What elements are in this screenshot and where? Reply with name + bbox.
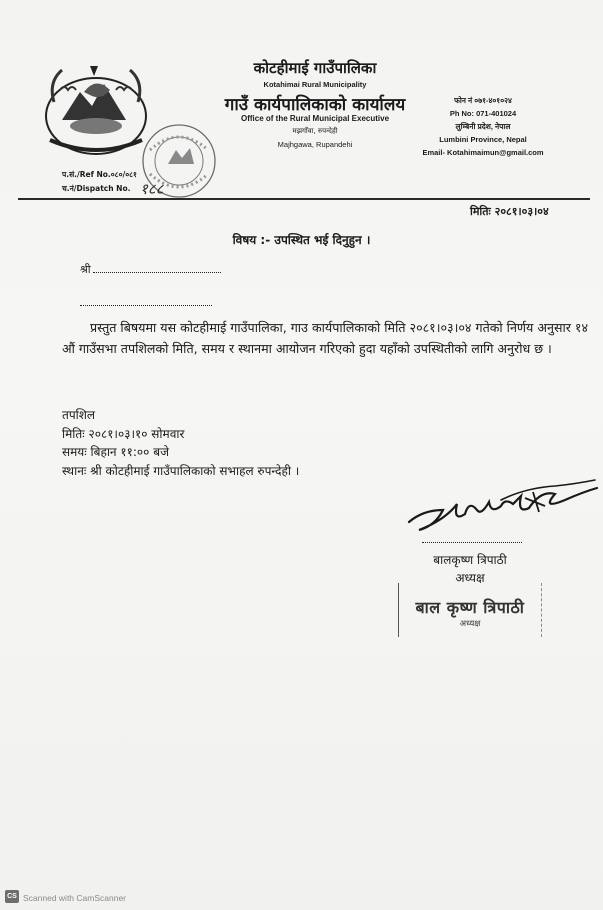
province-np: लुम्बिनी प्रदेश, नेपाल [455, 122, 511, 131]
addressee-blank-line-2 [80, 305, 212, 306]
details-time: समयः बिहान ११:०० बजे [62, 445, 169, 459]
province-en: Lumbini Province, Nepal [439, 135, 527, 144]
office-name-en: Office of the Rural Municipal Executive [240, 114, 390, 123]
dispatch-number-handwritten: १८८ [140, 180, 164, 198]
email-address: Email- Kotahimaimun@gmail.com [422, 148, 544, 157]
address-en: Majhgawa, Rupandehi [277, 140, 353, 149]
signatory-name: बालकृष्ण त्रिपाठी [433, 553, 507, 567]
details-date: मितिः २०८१।०३।१० सोमवार [62, 426, 185, 441]
nepal-emblem-icon [40, 62, 152, 160]
signatory-title: अध्यक्ष [455, 571, 485, 585]
phone-np: फोन नं ०७१-४०१०२४ [454, 96, 512, 105]
details-place: स्थानः श्री कोटहीमाई गाउँपालिकाको सभाहल रुपन्देही । [62, 463, 300, 478]
handwritten-signature-icon [405, 470, 600, 535]
details-heading: तपशिल [62, 408, 96, 422]
camscanner-logo-icon: CS [5, 890, 19, 903]
details-block [62, 406, 299, 480]
addressee-blank-line [93, 272, 221, 273]
addressee-prefix: श्री [80, 263, 91, 276]
municipality-title-np: कोटहीमाई गाउँपालिका [253, 59, 377, 77]
dispatch-label: च.नं/Dispatch No. [62, 184, 131, 193]
letter-body: प्रस्तुत बिषयमा यस कोटहीमाई गाउँपालिका, गाउ कार्यपालिकाको मिति २०८१।०३।०४ गतेको निर्णय अनुसार १४ औं गाउँसभा तपशिलको मिति, समय र स्थानमा आयोजन गरिएको हुदा यहाँको उपस्थितीको लागि अनुरोध छ । [62, 320, 588, 356]
municipality-title-en: Kotahimai Rural Municipality [263, 80, 367, 89]
letter-subject: विषय :- उपस्थित भई दिनुहुन । [232, 233, 371, 247]
phone-en: Ph No: 071-401024 [449, 109, 517, 118]
reference-number: प.सं./Ref No.०८०/०८१ [62, 170, 137, 179]
name-stamp-text: बाल कृष्ण त्रिपाठी [415, 598, 525, 617]
letter-date: मितिः २०८१।०३।०४ [470, 205, 549, 218]
name-stamp-title: अध्यक्ष [459, 619, 481, 629]
header-divider [18, 198, 590, 200]
office-name-np: गाउँ कार्यपालिकाको कार्यालय [224, 95, 406, 115]
scanner-watermark: Scanned with CamScanner [23, 893, 127, 903]
address-np: मझगाँवा, रुपन्देही [292, 127, 338, 135]
signature-line [422, 542, 522, 543]
